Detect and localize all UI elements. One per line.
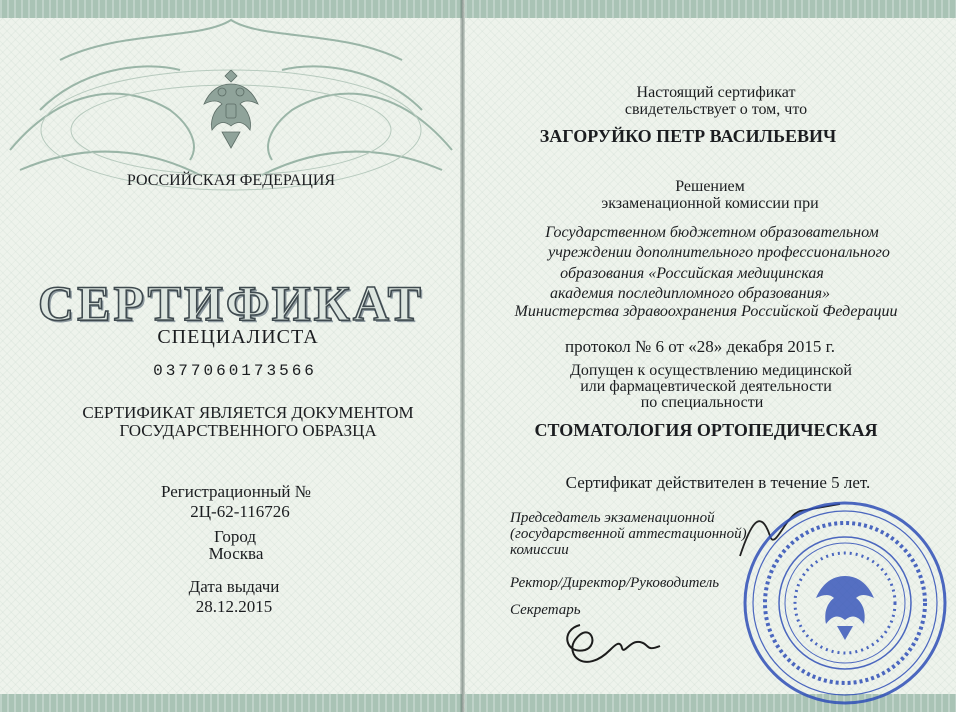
intro-line-1: Настоящий сертификат bbox=[636, 84, 796, 101]
rector-line: Ректор/Директор/Руководитель bbox=[510, 575, 720, 591]
registration-label: Регистрационный № bbox=[161, 482, 311, 501]
certificate-title: СЕРТИФИКАТ bbox=[37, 275, 425, 331]
organization-line-5: Министерства здравоохранения Российской Федерации bbox=[514, 303, 898, 320]
holder-name: ЗАГОРУЙКО ПЕТР ВАСИЛЬЕВИЧ bbox=[539, 126, 837, 146]
certificate-subtitle: СПЕЦИАЛИСТА bbox=[157, 326, 319, 348]
city-value: Москва bbox=[208, 544, 264, 563]
chair-line-2: (государственной аттестационной) bbox=[510, 526, 747, 542]
organization-line-1: Государственном бюджетном образовательном bbox=[545, 224, 879, 241]
decision-line-1: Решением bbox=[675, 178, 745, 195]
specialty: СТОМАТОЛОГИЯ ОРТОПЕДИЧЕСКАЯ bbox=[534, 420, 878, 440]
double-headed-eagle-icon bbox=[200, 70, 262, 150]
issue-date-value: 28.12.2015 bbox=[195, 597, 273, 616]
country-name: РОССИЙСКАЯ ФЕДЕРАЦИЯ bbox=[126, 172, 336, 189]
top-ornament-band-right bbox=[465, 0, 956, 18]
state-document-line-2: ГОСУДАРСТВЕННОГО ОБРАЗЦА bbox=[119, 421, 377, 440]
validity-line: Сертификат действителен в течение 5 лет. bbox=[565, 473, 871, 492]
certificate-number: 0377060173566 bbox=[153, 362, 317, 380]
city-label: Город bbox=[214, 527, 256, 546]
admission-line-2: или фармацевтической деятельности bbox=[580, 378, 832, 395]
chair-line-1: Председатель экзаменационной bbox=[510, 510, 715, 526]
protocol-line: протокол № 6 от «28» декабря 2015 г. bbox=[565, 337, 835, 356]
organization-line-2: учреждении дополнительного профессионального bbox=[548, 244, 890, 261]
admission-line-3: по специальности bbox=[640, 394, 764, 411]
intro-line-2: свидетельствует о том, что bbox=[624, 101, 808, 118]
decision-line-2: экзаменационной комиссии при bbox=[601, 195, 819, 212]
admission-line-1: Допущен к осуществлению медицинской bbox=[570, 362, 852, 379]
organization-line-3: образования «Российская медицинская bbox=[560, 265, 824, 282]
registration-number: 2Ц-62-116726 bbox=[190, 502, 290, 521]
issue-date-label: Дата выдачи bbox=[188, 577, 280, 596]
secretary-line: Секретарь bbox=[510, 602, 581, 618]
round-seal-stamp bbox=[740, 498, 950, 708]
state-document-line-1: СЕРТИФИКАТ ЯВЛЯЕТСЯ ДОКУМЕНТОМ bbox=[82, 403, 414, 422]
bottom-ornament-band bbox=[0, 694, 462, 712]
left-page bbox=[0, 0, 462, 712]
eagle-icon bbox=[816, 576, 874, 640]
organization-line-4: академия последипломного образования» bbox=[549, 285, 831, 302]
secretary-signature bbox=[560, 610, 670, 680]
chair-line-3: комиссии bbox=[510, 542, 569, 558]
